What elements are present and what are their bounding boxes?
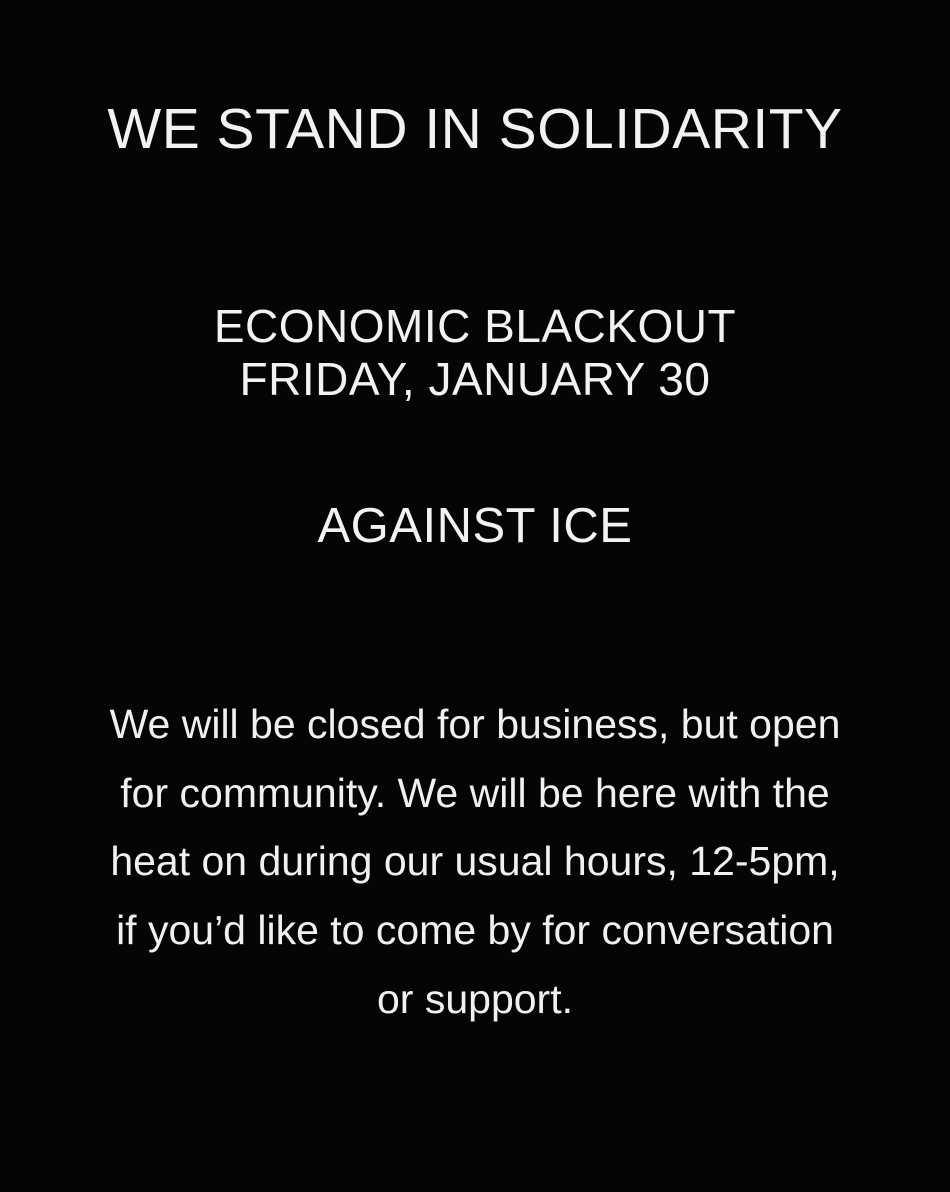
event-title: ECONOMIC BLACKOUT [213, 299, 737, 352]
page-title: WE STAND IN SOLIDARITY [107, 97, 843, 161]
event-heading [214, 300, 736, 406]
event-date: FRIDAY, JANUARY 30 [239, 352, 711, 405]
cause-statement: AGAINST ICE [317, 498, 633, 553]
body-message: We will be closed for business, but open for community. We will be here with the heat on during our usual hours, 12-5pm, if you’d like to come by for conversation or support. [109, 700, 841, 1023]
